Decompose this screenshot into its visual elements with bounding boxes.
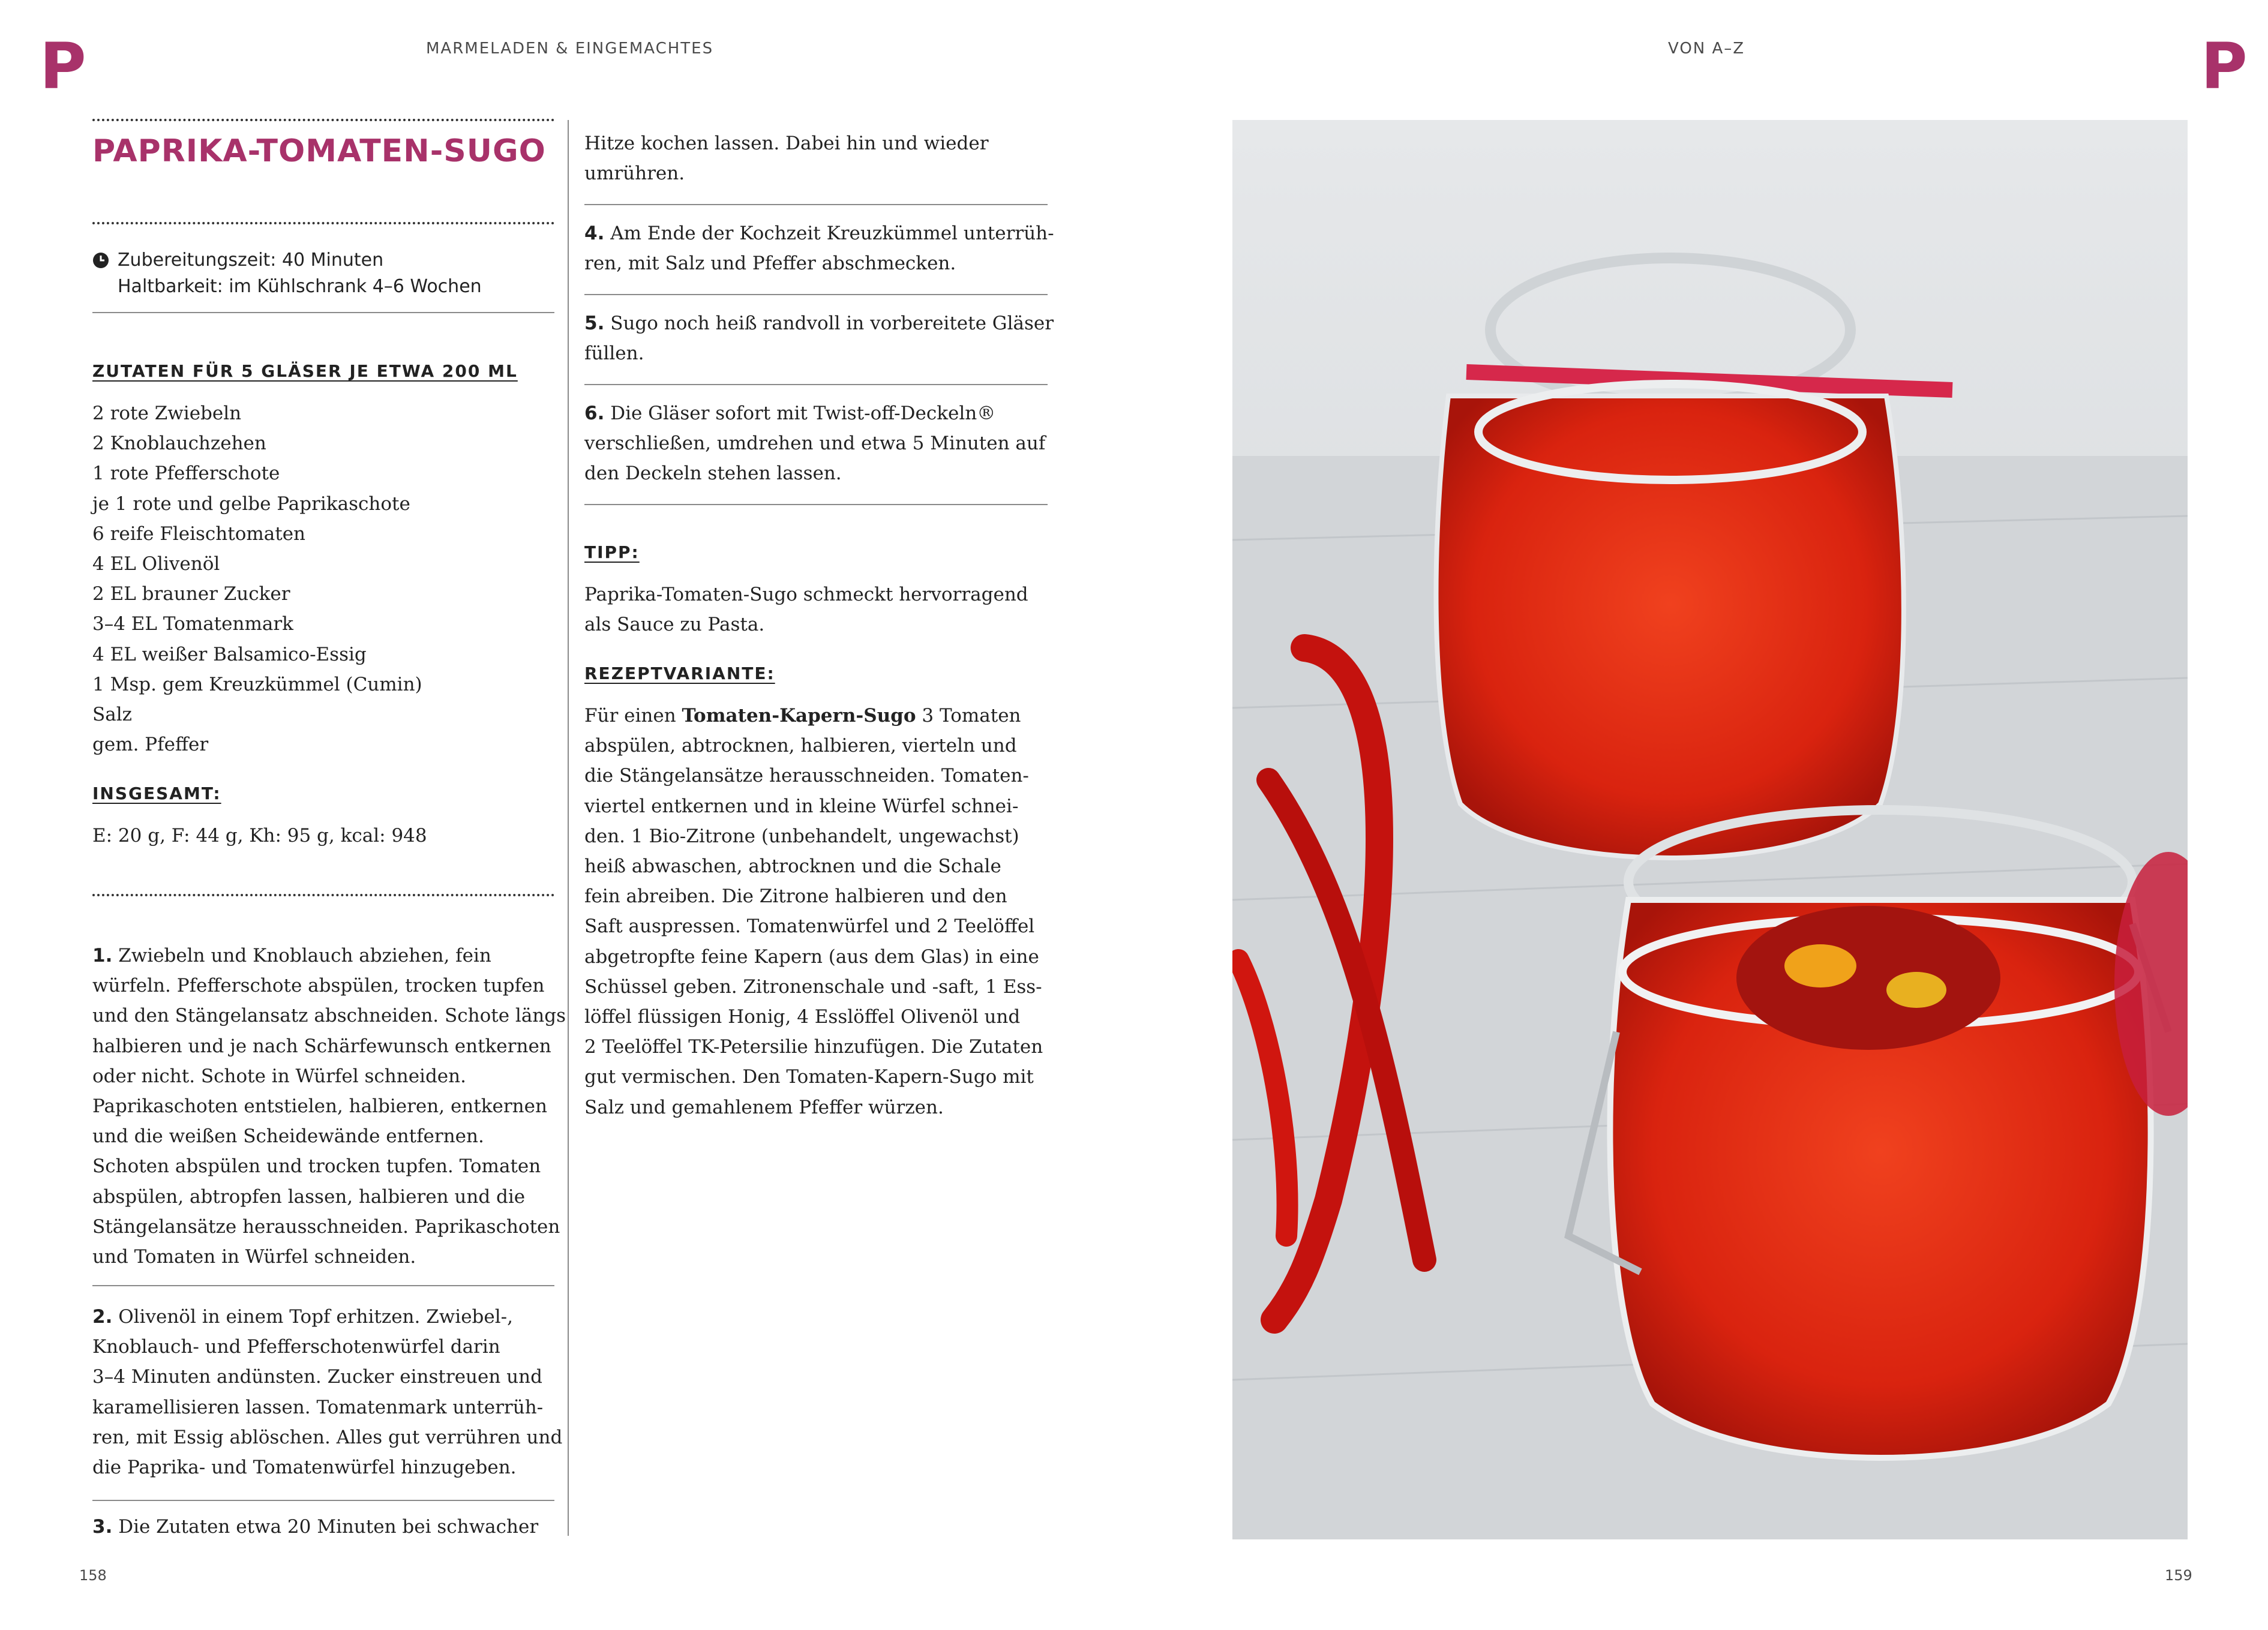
text-line: umrühren. [584, 163, 685, 185]
ingredient-item: 1 rote Pfefferschote [92, 463, 280, 485]
meta-rule [92, 312, 554, 313]
step-6 [584, 398, 1045, 489]
ingredient-item: gem. Pfeffer [92, 734, 209, 756]
step-4 [584, 218, 1054, 278]
text-line: halbieren und je nach Schärfewunsch entkernen [92, 1035, 551, 1057]
text-line: Knoblauch- und Pfefferschotenwürfel darin [92, 1336, 500, 1358]
step-2 [92, 1302, 562, 1482]
page-number-right: 159 [2165, 1567, 2192, 1584]
page-number-left: 158 [79, 1567, 107, 1584]
text-line: verschließen, umdrehen und etwa 5 Minuten auf [584, 433, 1046, 455]
text-line: die Stängelansätze herausschneiden. Tomaten- [584, 765, 1029, 787]
text-line: den Deckeln stehen lassen. [584, 463, 842, 485]
text-line: die Paprika- und Tomatenwürfel hinzugeben. [92, 1457, 517, 1479]
text-line: Stängelansätze herausschneiden. Paprikaschoten [92, 1215, 560, 1238]
text-line: Saft auspressen. Tomatenwürfel und 2 Teelöffel [584, 915, 1035, 938]
nutrition-values: E: 20 g, F: 44 g, Kh: 95 g, kcal: 948 [92, 825, 427, 846]
column-divider [568, 120, 569, 1536]
step-number: 5. [584, 313, 605, 334]
text-line: 3. Die Zutaten etwa 20 Minuten bei schwacher [92, 1516, 539, 1538]
recipe-photo [1232, 120, 2188, 1539]
text-line: als Sauce zu Pasta. [584, 614, 765, 636]
ingredient-item: 4 EL weißer Balsamico-Essig [92, 643, 367, 665]
text-line: Paprikaschoten entstielen, halbieren, entkernen [92, 1095, 547, 1118]
step-number: 3. [92, 1516, 113, 1538]
text-line: karamellisieren lassen. Tomatenmark unterrüh- [92, 1396, 544, 1418]
shelf-life: Haltbarkeit: im Kühlschrank 4–6 Wochen [118, 276, 482, 297]
step-rule [584, 204, 1048, 205]
text-line: 4. Am Ende der Kochzeit Kreuzkümmel unterrüh- [584, 223, 1054, 244]
text-line: würfeln. Pfefferschote abspülen, trocken tupfen [92, 975, 545, 997]
ingredient-item: 3–4 EL Tomatenmark [92, 613, 293, 635]
ingredients-heading: ZUTATEN FÜR 5 GLÄSER JE ETWA 200 ML [92, 361, 518, 381]
step-number: 6. [584, 403, 605, 424]
text-line: löffel flüssigen Honig, 4 Esslöffel Olivenöl und [584, 1006, 1021, 1028]
variant-heading: REZEPTVARIANTE: [584, 664, 775, 683]
text-line: 6. Die Gläser sofort mit Twist-off-Deckeln® [584, 403, 996, 424]
text-line: füllen. [584, 343, 644, 365]
ingredient-item: 1 Msp. gem Kreuzkümmel (Cumin) [92, 673, 422, 695]
step-rule [584, 384, 1048, 385]
step-3-continuation [584, 128, 989, 188]
step-rule [584, 504, 1048, 505]
text-line: Schoten abspülen und trocken tupfen. Tomaten [92, 1155, 541, 1178]
text-line: 2 Teelöffel TK-Petersilie hinzufügen. Die Zutaten [584, 1036, 1043, 1058]
text-line: 3–4 Minuten andünsten. Zucker einstreuen und [92, 1366, 542, 1388]
text-line: oder nicht. Schote in Würfel schneiden. [92, 1065, 466, 1087]
step-rule [584, 294, 1048, 295]
ingredient-item: je 1 rote und gelbe Paprikaschote [92, 493, 410, 515]
ingredient-item: 2 Knoblauchzehen [92, 433, 266, 455]
text-line: heiß abwaschen, abtrocknen und die Schale [584, 855, 1001, 878]
title-top-rule [92, 119, 554, 121]
step-number: 1. [92, 945, 113, 966]
text-line: 1. Zwiebeln und Knoblauch abziehen, fein [92, 945, 491, 966]
tip-heading: TIPP: [584, 542, 640, 562]
page-letter-left: P [40, 29, 86, 103]
clock-icon [92, 252, 109, 269]
running-head-left: MARMELADEN & EINGEMACHTES [426, 40, 714, 58]
text-line: und Tomaten in Würfel schneiden. [92, 1246, 416, 1268]
step-rule [92, 1285, 554, 1286]
step-5 [584, 308, 1054, 368]
ingredient-item: 6 reife Fleischtomaten [92, 523, 306, 545]
step-number: 2. [92, 1306, 113, 1328]
title-bottom-rule [92, 222, 554, 224]
text-line: abgetropfte feine Kapern (aus dem Glas) in eine [584, 945, 1039, 968]
variant-name: Tomaten-Kapern-Sugo [682, 705, 916, 727]
text-line: Salz und gemahlenem Pfeffer würzen. [584, 1096, 944, 1118]
text-line: Hitze kochen lassen. Dabei hin und wieder [584, 133, 989, 154]
text-line: und den Stängelansatz abschneiden. Schote längs [92, 1005, 566, 1027]
step-1 [92, 941, 566, 1272]
text-line: und die weißen Scheidewände entfernen. [92, 1125, 484, 1148]
ingredients-list [92, 398, 422, 760]
running-head-right: VON A–Z [1668, 40, 1745, 58]
text-line: gut vermischen. Den Tomaten-Kapern-Sugo mit [584, 1066, 1034, 1088]
text-line: fein abreiben. Die Zitrone halbieren und den [584, 885, 1007, 908]
steps-top-rule [92, 894, 554, 896]
text-line: abspülen, abtrocknen, halbieren, vierteln und [584, 735, 1017, 757]
text-line: abspülen, abtropfen lassen, halbieren und die [92, 1185, 526, 1208]
step-number: 4. [584, 223, 605, 244]
ingredient-item: 2 EL brauner Zucker [92, 583, 290, 605]
text-line: viertel entkernen und in kleine Würfel schnei- [584, 795, 1019, 817]
ingredient-item: Salz [92, 704, 132, 726]
recipe-meta [118, 247, 482, 300]
total-heading: INSGESAMT: [92, 784, 221, 803]
step-rule [92, 1500, 554, 1501]
variant-text: Für einen Tomaten-Kapern-Sugo 3 Tomaten abspülen, abtrocknen, halbieren, vierteln und die Stängelansätze herausschneiden. Tomaten- viertel entkernen und in kleine Würfel schnei- den. 1 Bio-Zitrone (unbehandelt, ungewachst) heiß abwaschen, abtrocknen und die Schale fein abreiben. Die Zitrone halbieren und den Saft auspressen. Tomatenwürfel und 2 Teelöffel abgetropfte feine Kapern (aus dem Glas) in eine Schüssel geben. Zitronenschale und -saft, 1 Ess- löffel flüssigen Honig, 4 Esslöffel Olivenöl und 2 Teelöffel TK-Petersilie hinzufügen. Die Zutaten gut vermischen. Den Tomaten-Kapern-Sugo mit Salz und gemahlenem Pfeffer würzen. [584, 701, 1043, 1122]
text-line: den. 1 Bio-Zitrone (unbehandelt, ungewachst) [584, 825, 1019, 847]
ingredient-item: 2 rote Zwiebeln [92, 403, 242, 424]
text-line: ren, mit Essig ablöschen. Alles gut verrühren und [92, 1426, 563, 1448]
prep-time: Zubereitungszeit: 40 Minuten [118, 250, 384, 271]
text-line: Schüssel geben. Zitronenschale und -saft, 1 Ess- [584, 975, 1042, 998]
text-line: 5. Sugo noch heiß randvoll in vorbereitete Gläser [584, 313, 1054, 334]
recipe-title: PAPRIKA-TOMATEN-SUGO [92, 133, 546, 169]
text-line: 2. Olivenöl in einem Topf erhitzen. Zwiebel-, [92, 1306, 513, 1328]
page-letter-right: P [2201, 29, 2248, 103]
step-3 [92, 1512, 538, 1542]
tip-text [584, 580, 1028, 640]
ingredient-item: 4 EL Olivenöl [92, 553, 220, 575]
text-line: ren, mit Salz und Pfeffer abschmecken. [584, 253, 956, 275]
text-line: Paprika-Tomaten-Sugo schmeckt hervorragend [584, 584, 1028, 605]
